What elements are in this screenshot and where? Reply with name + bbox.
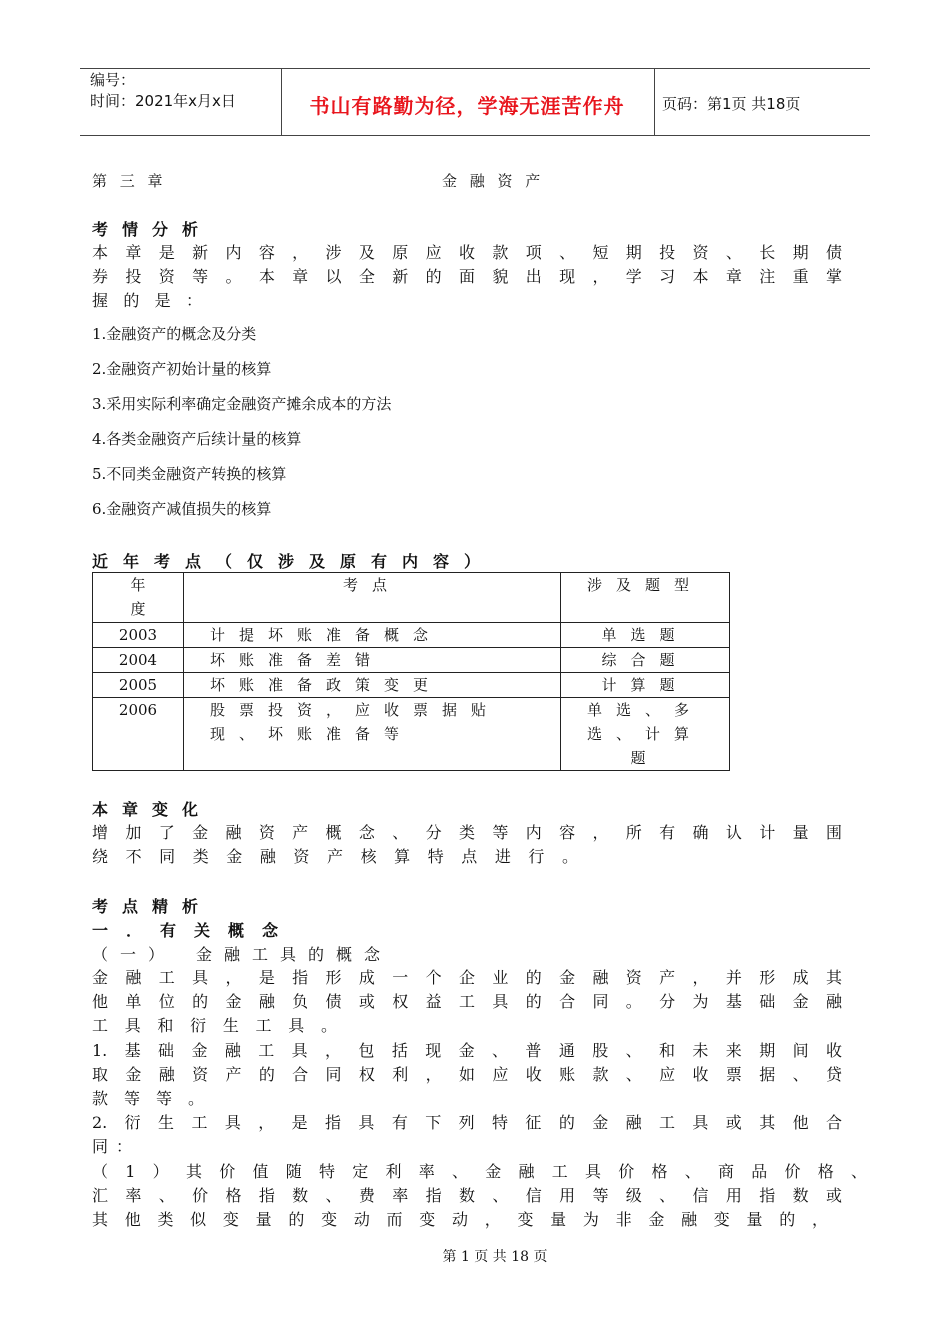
recent-heading: 近年考点（仅涉及原有内容） xyxy=(92,552,496,571)
cell-type: 单选题 xyxy=(561,623,730,648)
detail-line: 他单位的金融负债或权益工具的合同。分为基础金融 xyxy=(92,992,842,1011)
column-header-type: 涉及题型 xyxy=(561,573,730,623)
table-row xyxy=(93,673,730,698)
detail-heading: 考点精析 xyxy=(92,897,213,916)
list-item: 6.金融资产减值损失的核算 xyxy=(92,500,272,518)
list-item: 5.不同类金融资产转换的核算 xyxy=(92,465,287,483)
list-item: 3.采用实际利率确定金融资产摊余成本的方法 xyxy=(92,395,392,413)
header-number: 编号： xyxy=(90,71,136,89)
table-header-row xyxy=(93,573,730,623)
cell-year: 2005 xyxy=(93,673,184,698)
detail-line: 同： xyxy=(92,1137,132,1156)
change-line: 绕不同类金融资产核算特点进行。 xyxy=(92,847,578,866)
analysis-line: 本章是新内容，涉及原应收款项、短期投资、长期债 xyxy=(92,243,842,262)
exam-table xyxy=(92,572,730,771)
table-row xyxy=(93,623,730,648)
cell-type: 综合题 xyxy=(561,648,730,673)
detail-line: 金融工具，是指形成一个企业的金融资产，并形成其 xyxy=(92,968,842,987)
cell-point: 股票投资，应收票据贴现、坏账准备等 xyxy=(184,698,561,771)
detail-line: 取金融资产的合同权利，如应收账款、应收票据、贷 xyxy=(92,1065,842,1084)
table-row xyxy=(93,648,730,673)
page-footer: 第 1 页 共 18 页 xyxy=(442,1249,548,1265)
header-time: 时间：2021年x月x日 xyxy=(90,92,236,110)
analysis-line: 握的是： xyxy=(92,291,202,310)
cell-type: 单选、多选、计算题 xyxy=(561,698,730,771)
list-item: 1.金融资产的概念及分类 xyxy=(92,325,257,343)
column-header-year: 年度 xyxy=(93,573,184,623)
subsection-heading: （一） 金融工具的概念 xyxy=(92,945,393,964)
header-divider-right xyxy=(654,68,655,136)
detail-line: 其他类似变量的变动而变动，变量为非金融变量的， xyxy=(92,1210,828,1229)
detail-line: 款等等。 xyxy=(92,1089,204,1108)
header-motto: 书山有路勤为径，学海无涯苦作舟 xyxy=(309,94,625,118)
cell-point: 坏账准备政策变更 xyxy=(184,673,561,698)
change-line: 增加了金融资产概念、分类等内容，所有确认计量围 xyxy=(92,823,842,842)
cell-year: 2004 xyxy=(93,648,184,673)
cell-point: 计提坏账准备概念 xyxy=(184,623,561,648)
analysis-heading: 考情分析 xyxy=(92,220,213,239)
list-item: 2.金融资产初始计量的核算 xyxy=(92,360,272,378)
detail-line: 工具和衍生工具。 xyxy=(92,1016,337,1035)
list-item: 4.各类金融资产后续计量的核算 xyxy=(92,430,302,448)
detail-line: （1）其价值随特定利率、金融工具价格、商品价格、 xyxy=(92,1162,867,1181)
detail-line: 1.基础金融工具，包括现金、普通股、和未来期间收 xyxy=(92,1041,842,1060)
cell-point: 坏账准备差错 xyxy=(184,648,561,673)
cell-year: 2006 xyxy=(93,698,184,771)
chapter-number: 第 三 章 xyxy=(92,172,163,190)
column-header-point: 考点 xyxy=(184,573,561,623)
header-meta xyxy=(90,70,236,112)
table-row xyxy=(93,698,730,771)
header-bottom-border xyxy=(80,135,870,136)
header-page: 页码：第1页 共18页 xyxy=(662,95,801,113)
chapter-title: 金 融 资 产 xyxy=(442,172,541,190)
detail-line: 2.衍生工具，是指具有下列特征的金融工具或其他合 xyxy=(92,1113,842,1132)
cell-year: 2003 xyxy=(93,623,184,648)
section-heading: 一．有关概念 xyxy=(92,921,297,940)
change-heading: 本章变化 xyxy=(92,800,213,819)
cell-type: 计算题 xyxy=(561,673,730,698)
detail-line: 汇率、价格指数、费率指数、信用等级、信用指数或 xyxy=(92,1186,842,1205)
header-top-border xyxy=(80,68,870,69)
analysis-line: 券投资等。本章以全新的面貌出现，学习本章注重掌 xyxy=(92,267,842,286)
